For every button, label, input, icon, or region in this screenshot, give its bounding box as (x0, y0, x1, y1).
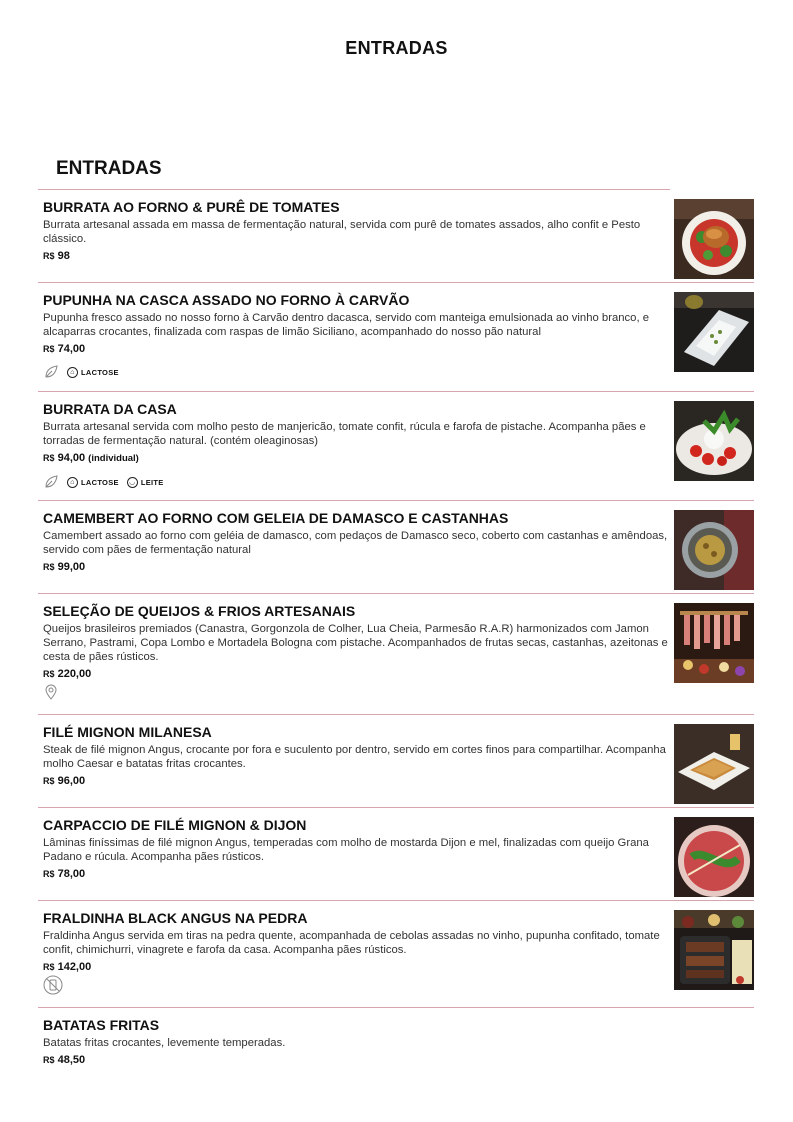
queijos-frios-photo (674, 603, 754, 683)
item-price: R$ 94,00 (individual) (43, 452, 139, 464)
milk-icon: ⌂ (67, 367, 78, 378)
item-name: BURRATA DA CASA (43, 401, 177, 417)
item-description: Burrata artesanal assada em massa de fermentação natural, servida com purê de tomates assados, alho confit e Pesto clássico. (43, 219, 641, 245)
item-tags (43, 977, 668, 993)
item-price: R$ 99,00 (43, 561, 86, 573)
burrata-casa-photo (674, 401, 754, 481)
item-price: R$ 220,00 (43, 668, 92, 680)
location-pin-icon (43, 684, 59, 700)
item-tags (43, 474, 668, 490)
fraldinha-photo (674, 910, 754, 990)
item-price: R$ 48,50 (43, 1054, 86, 1066)
allergen-badge-leite: ◡ LEITE (127, 477, 164, 488)
leaf-icon (43, 364, 59, 380)
allergen-badge-lactose: ⌂ LACTOSE (67, 477, 119, 488)
milk-icon: ⌂ (67, 477, 78, 488)
leaf-icon (43, 474, 59, 490)
menu-item-pupunha[interactable] (43, 292, 668, 380)
no-gluten-icon (43, 975, 63, 995)
divider (38, 807, 754, 808)
item-description: Camembert assado ao forno com geléia de damasco, com pedaços de Damasco seco, coberto com castanhas e amêndoas, servido com pães de fermentação natural (43, 530, 668, 556)
item-description: Queijos brasileiros premiados (Canastra, Gorgonzola de Colher, Lua Cheia, Parmesão R.A.R) harmonizados com Jamon Serrano, Pastrami, Copa Lombo e Mortadela Bologna com pistache. Acompanhados de frutas secas, castanhas, azeitonas e cesta de pães rústicos. (43, 623, 668, 663)
cow-icon: ◡ (127, 477, 138, 488)
menu-item-file-milanesa[interactable] (43, 724, 668, 788)
menu-item-batatas-fritas[interactable] (43, 1017, 668, 1067)
camembert-photo (674, 510, 754, 590)
item-name: CAMEMBERT AO FORNO COM GELEIA DE DAMASCO E CASTANHAS (43, 510, 509, 526)
item-name: FILÉ MIGNON MILANESA (43, 724, 212, 740)
item-description: Fraldinha Angus servida em tiras na pedra quente, acompanhada de cebolas assadas no vinho, pupunha confitado, tomate confit, chimichurri, vinagrete e farofa da casa. Acompanha pães rústicos. (43, 930, 660, 956)
item-price: R$ 96,00 (43, 775, 86, 787)
burrata-forno-photo (674, 199, 754, 279)
item-name: BURRATA AO FORNO & PURÊ DE TOMATES (43, 199, 340, 215)
page-title: ENTRADAS (345, 38, 448, 58)
item-name: FRALDINHA BLACK ANGUS NA PEDRA (43, 910, 308, 926)
menu-item-burrata-forno[interactable] (43, 199, 668, 263)
pupunha-photo (674, 292, 754, 372)
item-price: R$ 142,00 (43, 961, 92, 973)
item-description: Burrata artesanal servida com molho pesto de manjericão, tomate confit, rúcula e farofa de pistache. Acompanha pães e torradas de fermentação natural. (contém oleaginosas) (43, 421, 646, 447)
divider (38, 391, 754, 392)
divider (38, 500, 754, 501)
item-price: R$ 74,00 (43, 343, 86, 355)
item-price: R$ 98 (43, 250, 70, 262)
item-description: Steak de filé mignon Angus, crocante por fora e suculento por dentro, servido em cortes finos para compartilhar. Acompanha molho Caesar e batatas fritas crocantes. (43, 744, 666, 770)
divider (38, 714, 754, 715)
item-description: Lâminas finíssimas de filé mignon Angus, temperadas com molho de mostarda Dijon e mel, finalizadas com queijo Grana Padano e rúcula. Acompanha pães rústicos. (43, 837, 649, 863)
file-milanesa-photo (674, 724, 754, 804)
menu-item-camembert[interactable] (43, 510, 668, 574)
menu-item-carpaccio[interactable] (43, 817, 668, 881)
menu-item-fraldinha[interactable] (43, 910, 668, 993)
item-tags (43, 364, 668, 380)
item-description: Batatas fritas crocantes, levemente temperadas. (43, 1037, 286, 1049)
item-name: PUPUNHA NA CASCA ASSADO NO FORNO À CARVÃO (43, 292, 410, 308)
carpaccio-photo (674, 817, 754, 897)
item-description: Pupunha fresco assado no nosso forno à Carvão dentro dacasca, servido com manteiga emulsionada ao vinho branco, e alcaparras crocantes, finalizada com raspas de limão Siciliano, acompanhado do nosso pão natural (43, 312, 650, 338)
divider (38, 282, 754, 283)
allergen-badge-lactose: ⌂ LACTOSE (67, 367, 119, 378)
item-name: BATATAS FRITAS (43, 1017, 160, 1033)
section-title: ENTRADAS (56, 158, 162, 179)
divider (38, 189, 670, 190)
divider (38, 593, 754, 594)
item-name: SELEÇÃO DE QUEIJOS & FRIOS ARTESANAIS (43, 603, 356, 619)
item-price: R$ 78,00 (43, 868, 86, 880)
menu-item-queijos-frios[interactable] (43, 603, 668, 700)
item-name: CARPACCIO DE FILÉ MIGNON & DIJON (43, 817, 307, 833)
menu-item-burrata-casa[interactable] (43, 401, 668, 490)
divider (38, 900, 754, 901)
divider (38, 1007, 754, 1008)
item-tags (43, 684, 668, 700)
